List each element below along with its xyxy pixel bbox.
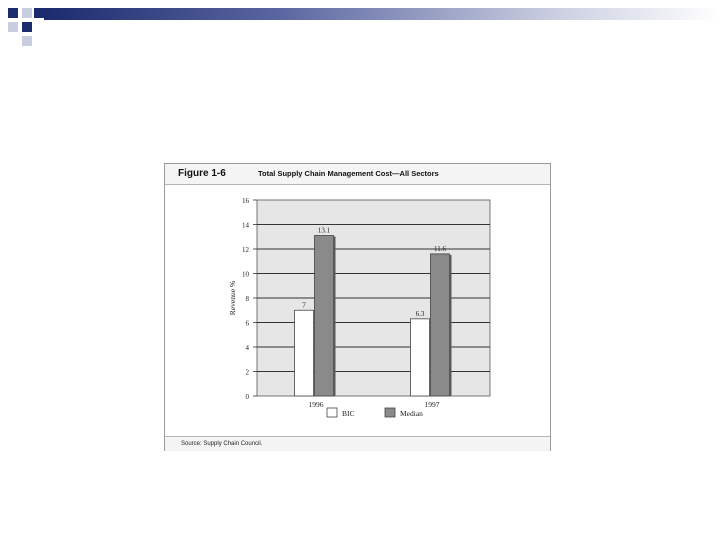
legend-label-median: Median: [400, 409, 423, 418]
legend-swatch-bic: [327, 408, 337, 417]
y-tick-label: 14: [242, 221, 249, 230]
bar-median: [315, 236, 334, 396]
legend-label-bic: BIC: [342, 409, 355, 418]
figure-number: Figure 1-6: [178, 168, 226, 179]
corner-square: [22, 36, 32, 46]
bar-bic: [295, 310, 314, 396]
figure-source: Source: Supply Chain Council.: [181, 441, 263, 447]
data-label: 7: [302, 301, 306, 310]
data-label: 11.6: [434, 244, 446, 253]
x-tick-label: 1996: [308, 400, 324, 409]
bar-shadow: [450, 255, 452, 396]
corner-square: [22, 22, 32, 32]
figure-panel: [164, 163, 551, 451]
bar-chart: [165, 185, 550, 435]
data-label: 6.3: [415, 309, 425, 318]
slide-corner-decoration: [0, 0, 720, 50]
legend-swatch-median: [385, 408, 395, 417]
corner-square: [8, 22, 18, 32]
corner-square: [34, 8, 44, 18]
figure-footer: [165, 436, 550, 451]
y-tick-label: 4: [245, 344, 249, 352]
bar-median: [431, 254, 450, 396]
y-tick-label: 12: [242, 246, 249, 254]
figure-header: [165, 164, 550, 185]
corner-square: [22, 8, 32, 18]
y-tick-label: 0: [245, 393, 249, 401]
y-tick-label: 10: [242, 270, 249, 279]
bar-bic: [411, 319, 430, 396]
figure-title: Total Supply Chain Management Cost—All Sectors: [258, 169, 439, 178]
slide-gradient-strip: [44, 8, 720, 20]
y-tick-label: 2: [245, 368, 249, 377]
bar-shadow: [334, 237, 336, 396]
x-tick-label: 1997: [424, 400, 440, 409]
data-label: 13.1: [317, 226, 331, 235]
corner-square: [8, 8, 18, 18]
y-axis-label: Revenue %: [228, 280, 237, 316]
y-tick-label: 16: [242, 197, 249, 205]
y-tick-label: 6: [245, 319, 249, 328]
y-tick-label: 8: [245, 295, 249, 303]
